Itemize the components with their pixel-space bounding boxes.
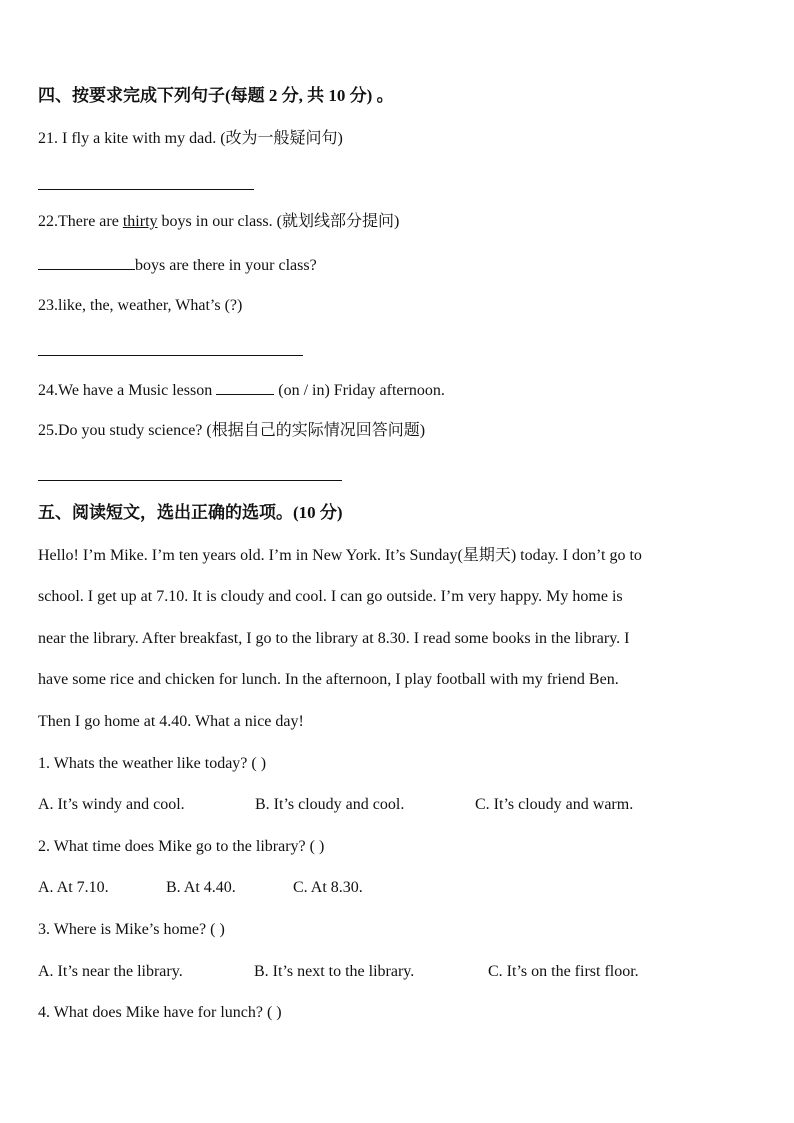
q3-option-a: A. It’s near the library. (38, 963, 183, 980)
q3-option-c: C. It’s on the first floor. (488, 963, 639, 980)
q2-option-a: A. At 7.10. (38, 879, 109, 896)
q25-text: 25.Do you study science? (根据自己的实际情况回答问题) (38, 422, 426, 439)
q24-suffix: (on / in) Friday afternoon. (274, 382, 445, 399)
question-2: 2. What time does Mike go to the library? ( ) (38, 838, 325, 855)
passage-line-3: near the library. After breakfast, I go to the library at 8.30. I read some books in the library. I (38, 630, 630, 647)
q22-answer-blank (38, 254, 135, 270)
passage-line-2: school. I get up at 7.10. It is cloudy and cool. I can go outside. I’m very happy. My home is (38, 588, 623, 605)
q3-option-b: B. It’s next to the library. (254, 963, 415, 980)
q25-answer-line (38, 480, 342, 481)
q24-prefix: 24.We have a Music lesson (38, 382, 217, 399)
section4-heading: 四、按要求完成下列句子(每题 2 分, 共 10 分) 。 (38, 86, 394, 105)
q22-answer-suffix: boys are there in your class? (135, 257, 317, 274)
passage-line-1: Hello! I’m Mike. I’m ten years old. I’m in New York. It’s Sunday(星期天) today. I don’t go to (38, 547, 642, 564)
section5-heading: 五、阅读短文，选出正确的选项。(10 分) (38, 503, 343, 522)
passage-line-4: have some rice and chicken for lunch. In the afternoon, I play football with my friend Ben. (38, 671, 619, 688)
q21-answer-line (38, 189, 254, 190)
q22-suffix: boys in our class. (就划线部分提问) (157, 213, 400, 230)
q22-text (38, 212, 399, 232)
q22-underlined-word: thirty (122, 213, 158, 230)
q21-text: 21. I fly a kite with my dad. (改为一般疑问句) (38, 130, 343, 147)
passage-line-5: Then I go home at 4.40. What a nice day! (38, 713, 304, 730)
q23-answer-line (38, 355, 303, 356)
question-3: 3. Where is Mike’s home? ( ) (38, 921, 225, 938)
q24-blank (216, 379, 274, 395)
q2-option-c: C. At 8.30. (293, 879, 363, 896)
q23-text: 23.like, the, weather, What’s (?) (38, 297, 243, 314)
q1-option-c: C. It’s cloudy and warm. (475, 796, 634, 813)
q24-text (38, 379, 445, 401)
q22-prefix: 22.There are (38, 213, 123, 230)
question-1: 1. Whats the weather like today? ( ) (38, 755, 267, 772)
q1-option-a: A. It’s windy and cool. (38, 796, 185, 813)
q22-answer (38, 254, 317, 276)
question-4: 4. What does Mike have for lunch? ( ) (38, 1004, 282, 1021)
q1-option-b: B. It’s cloudy and cool. (255, 796, 405, 813)
q2-option-b: B. At 4.40. (166, 879, 236, 896)
